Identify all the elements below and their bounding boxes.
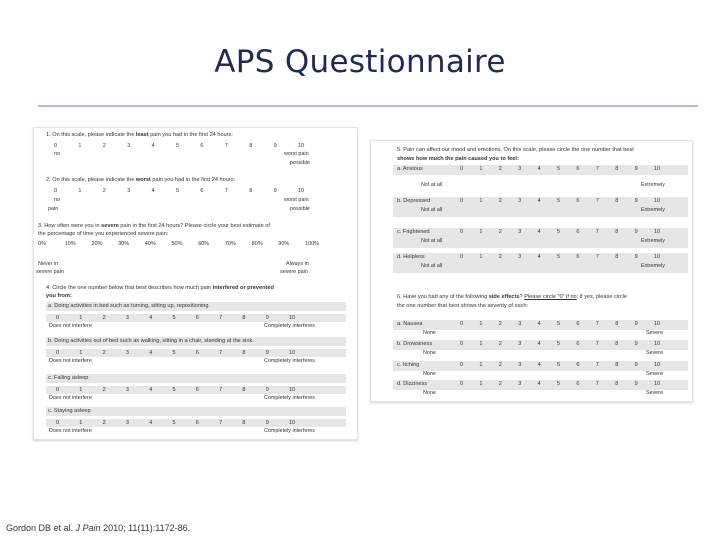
scale-number[interactable]: 70%: [224, 241, 236, 247]
q5-item-label: a. Anxious: [397, 166, 423, 172]
q4-item-band: [46, 407, 346, 416]
q4-high-anchor: Completely interferes: [264, 358, 315, 364]
scale-number[interactable]: 6: [195, 387, 199, 393]
q5-low-anchor: Not at all: [421, 238, 443, 244]
q5-high-anchor: Extremely: [641, 182, 665, 188]
q2-low-anchor-1: no: [54, 197, 60, 203]
question-5-text-line1: 5. Pain can affect our mood and emotions. On this scale, please circle the one number that best: [397, 147, 634, 153]
scale-number[interactable]: 5: [557, 381, 561, 387]
q6-low-anchor: None: [423, 371, 436, 377]
scale-number[interactable]: 3: [518, 198, 522, 204]
scale-number[interactable]: 2: [102, 387, 106, 393]
q6-item-label: a. Nausea: [397, 321, 423, 327]
q6-text-underline: Please circle "0" if no: [524, 294, 577, 300]
scale-number[interactable]: 8: [615, 198, 619, 204]
scale-number[interactable]: 6: [195, 350, 199, 356]
q1-high-anchor-2: possible: [290, 160, 310, 166]
scale-number[interactable]: 4: [537, 198, 541, 204]
q4-high-anchor: Completely interferes: [264, 323, 315, 329]
scale-number[interactable]: 3: [518, 254, 522, 260]
scale-number[interactable]: 0: [460, 341, 464, 347]
q6-text-end: ; if yes, please circle: [576, 294, 628, 300]
q2-high-anchor-2: possible: [290, 206, 310, 212]
scale-number[interactable]: 10: [654, 321, 661, 327]
scale-number[interactable]: 5: [557, 166, 561, 172]
scale-number[interactable]: 4: [537, 229, 541, 235]
scale-number[interactable]: 9: [634, 166, 638, 172]
scale-number[interactable]: 4: [149, 315, 153, 321]
q2-text-start: 2. On this scale, please indicate the: [46, 177, 136, 183]
scale-number[interactable]: 8: [615, 166, 619, 172]
q3-high-anchor-2: severe pain: [280, 269, 308, 275]
question-5-text-line2: [397, 156, 519, 163]
scale-number[interactable]: 10%: [64, 241, 76, 247]
scale-number[interactable]: 10: [289, 420, 296, 426]
title-divider: [38, 105, 698, 107]
questionnaire-left-panel: [33, 127, 358, 440]
scale-number[interactable]: 20%: [91, 241, 103, 247]
q6-item-label: d. Dizziness: [397, 381, 428, 387]
scale-number[interactable]: 6: [576, 254, 580, 260]
scale-number[interactable]: 9: [634, 341, 638, 347]
citation-details: 2010; 11(11):1172-86.: [100, 523, 191, 533]
scale-number[interactable]: 4: [149, 350, 153, 356]
q4-low-anchor: Does not interfere: [49, 323, 92, 329]
question-3-text-line1: [38, 223, 270, 230]
scale-number[interactable]: 7: [595, 198, 599, 204]
scale-number[interactable]: 2: [102, 420, 106, 426]
q6-low-anchor: None: [423, 390, 436, 396]
scale-number[interactable]: 8: [242, 420, 246, 426]
scale-number[interactable]: 8: [249, 188, 253, 194]
scale-number[interactable]: 8: [242, 387, 246, 393]
scale-number[interactable]: 2: [498, 362, 502, 368]
citation-authors: Gordon DB et al.: [6, 523, 76, 533]
q6-high-anchor: Severe: [646, 350, 664, 356]
scale-number[interactable]: 2: [498, 198, 502, 204]
question-4-text-line2: [46, 293, 72, 300]
question-1-text: [46, 132, 233, 139]
scale-number[interactable]: 7: [595, 166, 599, 172]
scale-number[interactable]: 7: [219, 387, 223, 393]
scale-number[interactable]: 9: [634, 254, 638, 260]
q4-item-label: a. Doing activities in bed such as turning, sitting up, repositioning.: [48, 303, 211, 309]
q6-high-anchor: Severe: [646, 371, 664, 377]
scale-number[interactable]: 1: [79, 315, 83, 321]
scale-number[interactable]: 8: [242, 350, 246, 356]
scale-number[interactable]: 30%: [118, 241, 130, 247]
scale-number[interactable]: 6: [195, 420, 199, 426]
q6-low-anchor: None: [423, 330, 436, 336]
scale-number[interactable]: 10: [654, 341, 661, 347]
scale-number[interactable]: 3: [518, 321, 522, 327]
q5-low-anchor: Not at all: [421, 182, 443, 188]
q1-text-start: 1. On this scale, please indicate the: [46, 132, 136, 138]
scale-number[interactable]: 4: [537, 381, 541, 387]
scale-number[interactable]: 9: [265, 387, 269, 393]
scale-number[interactable]: 1: [78, 188, 82, 194]
scale-number[interactable]: 10: [654, 362, 661, 368]
scale-number[interactable]: 6: [576, 362, 580, 368]
q6-low-anchor: None: [423, 350, 436, 356]
q4-item-label: c. Falling asleep: [48, 375, 89, 381]
scale-number[interactable]: 9: [634, 362, 638, 368]
scale-number[interactable]: 1: [479, 381, 483, 387]
q5-text-bold: shows how much the pain caused you to feel:: [397, 156, 519, 162]
scale-number[interactable]: 3: [518, 381, 522, 387]
scale-number[interactable]: 3: [127, 143, 131, 149]
q4-item-label: c. Staying asleep: [48, 408, 91, 414]
scale-number[interactable]: 8: [615, 341, 619, 347]
q2-low-anchor-2: pain: [48, 206, 59, 212]
scale-number[interactable]: 5: [176, 143, 180, 149]
scale-number[interactable]: 0: [54, 143, 58, 149]
scale-number[interactable]: 5: [557, 229, 561, 235]
scale-number[interactable]: 1: [479, 321, 483, 327]
q3-high-anchor-1: Always in: [286, 261, 309, 267]
question-6-text-line2: the one number that best shows the severity of each:: [397, 303, 529, 309]
q3-text-start: 3. How often were you in: [38, 223, 102, 229]
q5-high-anchor: Extremely: [641, 238, 665, 244]
q5-low-anchor: Not at all: [421, 207, 443, 213]
scale-number[interactable]: 5: [557, 254, 561, 260]
question-4-text-line1: [46, 285, 274, 292]
scale-number[interactable]: 10: [298, 143, 305, 149]
scale-number[interactable]: 2: [498, 321, 502, 327]
scale-number[interactable]: 8: [615, 321, 619, 327]
scale-number[interactable]: 10: [298, 188, 305, 194]
q6-item-label: b. Drowsiness: [397, 341, 433, 347]
q3-low-anchor-2: severe pain: [36, 269, 64, 275]
q4-low-anchor: Does not interfere: [49, 395, 92, 401]
q5-low-anchor: Not at all: [421, 263, 443, 269]
scale-number[interactable]: 6: [200, 143, 204, 149]
scale-number[interactable]: 10: [289, 315, 296, 321]
scale-number[interactable]: 4: [149, 420, 153, 426]
scale-number[interactable]: 3: [127, 188, 131, 194]
scale-number[interactable]: 6: [576, 341, 580, 347]
scale-number[interactable]: 5: [557, 341, 561, 347]
scale-number[interactable]: 7: [219, 350, 223, 356]
scale-number[interactable]: 5: [172, 350, 176, 356]
scale-number[interactable]: 1: [479, 229, 483, 235]
scale-number[interactable]: 0: [460, 166, 464, 172]
q5-item-label: b. Depressed: [397, 198, 431, 204]
scale-number[interactable]: 0: [460, 229, 464, 235]
scale-number[interactable]: 5: [557, 321, 561, 327]
scale-number[interactable]: 5: [557, 362, 561, 368]
scale-number[interactable]: 40%: [144, 241, 156, 247]
q1-text-bold: least: [135, 132, 149, 138]
scale-number[interactable]: 2: [498, 166, 502, 172]
q6-item-label: c. Itching: [397, 362, 420, 368]
scale-number[interactable]: 0: [56, 387, 60, 393]
q6-high-anchor: Severe: [646, 330, 664, 336]
scale-number[interactable]: 7: [595, 229, 599, 235]
scale-number[interactable]: 3: [125, 387, 129, 393]
question-6-text-line1: [397, 294, 627, 301]
q3-low-anchor-1: Never in: [38, 261, 59, 267]
q1-text-end: pain you had in the first 24 hours:: [148, 132, 233, 138]
scale-number[interactable]: 0: [460, 362, 464, 368]
scale-number[interactable]: 2: [498, 381, 502, 387]
scale-number[interactable]: 6: [576, 381, 580, 387]
q6-text-bold: side effects: [488, 294, 520, 300]
scale-number[interactable]: 8: [615, 254, 619, 260]
q3-text-bold: severe: [101, 223, 119, 229]
scale-number[interactable]: 9: [273, 143, 277, 149]
scale-number[interactable]: 1: [479, 254, 483, 260]
scale-number[interactable]: 7: [224, 143, 228, 149]
scale-number[interactable]: 1: [78, 143, 82, 149]
scale-number[interactable]: 60%: [198, 241, 210, 247]
q6-text-mid: ?: [519, 294, 525, 300]
scale-number[interactable]: 9: [634, 198, 638, 204]
scale-number[interactable]: 4: [537, 254, 541, 260]
scale-number[interactable]: 7: [595, 254, 599, 260]
scale-number[interactable]: 10: [654, 254, 661, 260]
scale-number[interactable]: 10: [654, 229, 661, 235]
scale-number[interactable]: 1: [79, 350, 83, 356]
scale-number[interactable]: 2: [102, 143, 106, 149]
scale-number[interactable]: 7: [219, 315, 223, 321]
question-2-text: [46, 177, 235, 184]
scale-number[interactable]: 9: [634, 229, 638, 235]
scale-number[interactable]: 3: [518, 362, 522, 368]
scale-number[interactable]: 5: [172, 420, 176, 426]
scale-number[interactable]: 8: [249, 143, 253, 149]
q4-text-bold: interfered or prevented: [212, 285, 274, 291]
scale-number[interactable]: 0: [56, 350, 60, 356]
scale-number[interactable]: 8: [615, 229, 619, 235]
scale-number[interactable]: 10: [654, 381, 661, 387]
scale-number[interactable]: 1: [79, 420, 83, 426]
q4-text-bold-2: you from:: [46, 293, 72, 299]
scale-number[interactable]: 9: [634, 321, 638, 327]
scale-number[interactable]: 6: [576, 198, 580, 204]
q2-high-anchor-1: worst pain: [284, 197, 309, 203]
q6-text-start: 6. Have you had any of the following: [397, 294, 489, 300]
scale-number[interactable]: 9: [273, 188, 277, 194]
scale-number[interactable]: 10: [289, 350, 296, 356]
q4-high-anchor: Completely interferes: [264, 428, 315, 434]
scale-number[interactable]: 2: [498, 341, 502, 347]
scale-number[interactable]: 0: [460, 321, 464, 327]
scale-number[interactable]: 9: [265, 420, 269, 426]
scale-number[interactable]: 0%: [38, 241, 46, 247]
q4-item-label: b. Doing activities out of bed such as walking, sitting in a chair, standing at the sink.: [48, 338, 254, 344]
citation-journal: J Pain: [75, 523, 101, 533]
scale-number[interactable]: 2: [102, 188, 106, 194]
scale-number[interactable]: 3: [518, 341, 522, 347]
scale-number[interactable]: 6: [195, 315, 199, 321]
scale-number[interactable]: 3: [125, 315, 129, 321]
q5-high-anchor: Extremely: [641, 263, 665, 269]
scale-number[interactable]: 8: [615, 362, 619, 368]
scale-number[interactable]: 10: [289, 387, 296, 393]
scale-number[interactable]: 4: [149, 387, 153, 393]
scale-number[interactable]: 8: [242, 315, 246, 321]
q2-text-end: pain you had in the first 24 hours:: [150, 177, 236, 183]
scale-number[interactable]: 0: [56, 315, 60, 321]
scale-number[interactable]: 8: [615, 381, 619, 387]
scale-number[interactable]: 0: [460, 254, 464, 260]
scale-number[interactable]: 80%: [251, 241, 263, 247]
scale-number[interactable]: 0: [460, 198, 464, 204]
scale-number[interactable]: 4: [151, 143, 155, 149]
q1-low-anchor-1: no: [54, 151, 60, 157]
q4-high-anchor: Completely interferes: [264, 395, 315, 401]
scale-number[interactable]: 9: [634, 381, 638, 387]
scale-number[interactable]: 2: [498, 229, 502, 235]
q4-text-start: 4. Circle the one number below that best describes how much pain: [46, 285, 213, 291]
scale-number[interactable]: 0: [56, 420, 60, 426]
scale-number[interactable]: 6: [576, 321, 580, 327]
citation: [6, 523, 190, 533]
question-3-text-line2: the percentage of time you experienced severe pain:: [38, 231, 169, 237]
scale-number[interactable]: 4: [537, 321, 541, 327]
q5-item-label: d. Helpless: [397, 254, 425, 260]
scale-number[interactable]: 3: [518, 229, 522, 235]
scale-number[interactable]: 5: [172, 387, 176, 393]
scale-number[interactable]: 1: [79, 387, 83, 393]
scale-number[interactable]: 1: [479, 362, 483, 368]
q2-text-bold: worst: [135, 177, 151, 183]
scale-number[interactable]: 4: [537, 362, 541, 368]
scale-number[interactable]: 10: [654, 198, 661, 204]
scale-number[interactable]: 4: [537, 166, 541, 172]
scale-number[interactable]: 1: [479, 166, 483, 172]
scale-number[interactable]: 7: [595, 362, 599, 368]
scale-number[interactable]: 7: [595, 341, 599, 347]
q5-high-anchor: Extremely: [641, 207, 665, 213]
scale-number[interactable]: 3: [125, 350, 129, 356]
q6-high-anchor: Severe: [646, 390, 664, 396]
scale-number[interactable]: 7: [224, 188, 228, 194]
scale-number[interactable]: 7: [595, 321, 599, 327]
q4-low-anchor: Does not interfere: [49, 428, 92, 434]
scale-number[interactable]: 9: [265, 350, 269, 356]
scale-number[interactable]: 4: [151, 188, 155, 194]
q1-high-anchor-1: worst pain: [284, 151, 309, 157]
scale-number[interactable]: 90%: [278, 241, 290, 247]
scale-number[interactable]: 7: [219, 420, 223, 426]
scale-number[interactable]: 1: [479, 198, 483, 204]
scale-number[interactable]: 5: [176, 188, 180, 194]
scale-number[interactable]: 50%: [171, 241, 183, 247]
scale-number[interactable]: 5: [557, 198, 561, 204]
scale-number[interactable]: 4: [537, 341, 541, 347]
scale-number[interactable]: 2: [102, 315, 106, 321]
scale-number[interactable]: 0: [54, 188, 58, 194]
q4-item-band: [46, 374, 346, 383]
scale-number[interactable]: 7: [595, 381, 599, 387]
scale-number[interactable]: 9: [265, 315, 269, 321]
scale-number[interactable]: 6: [200, 188, 204, 194]
scale-number[interactable]: 2: [102, 350, 106, 356]
scale-number[interactable]: 10: [654, 166, 661, 172]
scale-number[interactable]: 6: [576, 229, 580, 235]
scale-number[interactable]: 2: [498, 254, 502, 260]
q3-text-end: pain in the first 24 hours? Please circle your best estimate of: [118, 223, 270, 229]
scale-number[interactable]: 1: [479, 341, 483, 347]
slide-title: APS Questionnaire: [214, 44, 506, 80]
scale-number[interactable]: 3: [125, 420, 129, 426]
q4-low-anchor: Does not interfere: [49, 358, 92, 364]
questionnaire-right-panel: [370, 140, 693, 402]
scale-number[interactable]: 100%: [305, 241, 320, 247]
scale-number[interactable]: 6: [576, 166, 580, 172]
scale-number[interactable]: 5: [172, 315, 176, 321]
scale-number[interactable]: 0: [460, 381, 464, 387]
scale-number[interactable]: 3: [518, 166, 522, 172]
q5-item-label: c. Frightened: [397, 229, 430, 235]
